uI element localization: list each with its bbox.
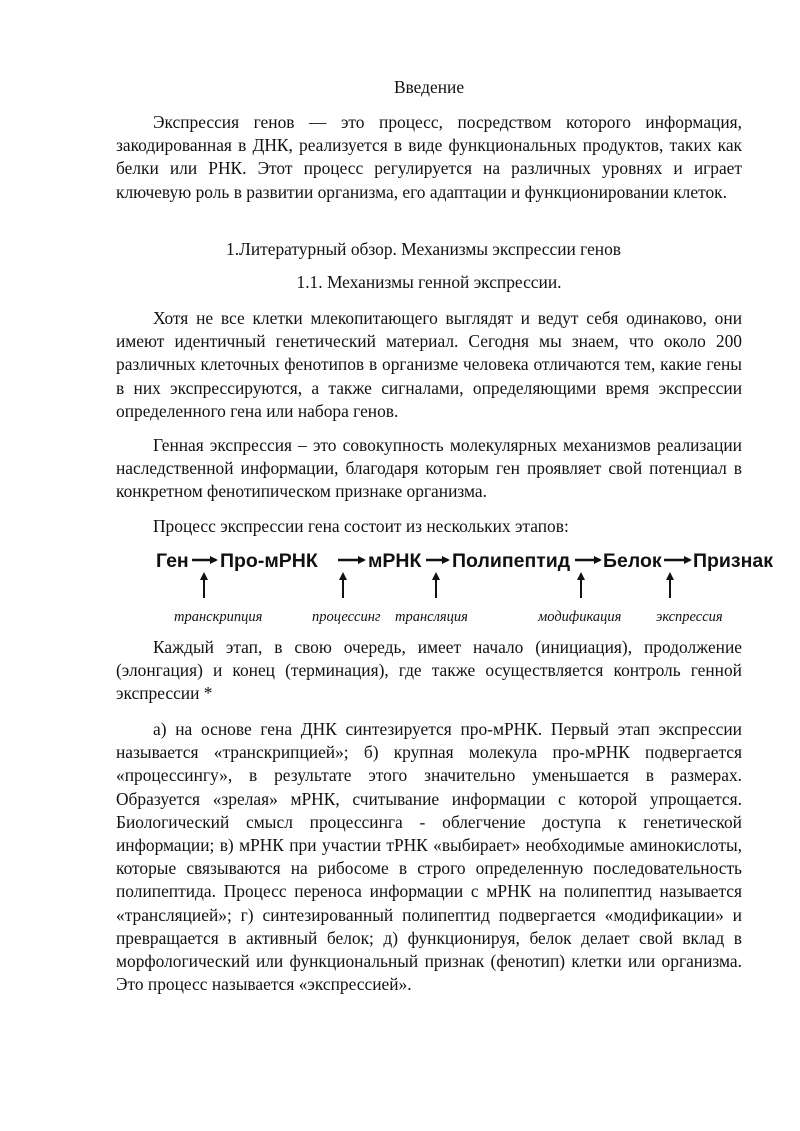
paragraph-stage-details: а) на основе гена ДНК синтезируется про-мРНК. Первый этап экспрессии называется «транскрипцией»; б) крупная молекула про-мРНК подвергается «процессингу», в результате этого значительно уменьшается в размерах. Образуется «зрелая» мРНК, считывание информации с которой упрощается. Биологический смысл процессинга - облегчение доступа к генетической информации; в) мРНК при участии тРНК «выбирает» необходимые аминокислоты, которые связываются на рибосоме в строго определенную последовательность полипептида. Процесс переноса информации с мРНК на полипептид называется «трансляцией»; г) синтезированный полипептид подвергается «модификации» и превращается в активный белок; д) функционируя, белок делает свой вклад в морфологический или функциональный признак (фенотип) клетки или организма. Это процесс называется «экспрессией». (116, 719, 742, 995)
intro-paragraph: Экспрессия генов — это процесс, посредством которого информация, закодированная в ДНК, реализуется в виде функциональных продуктов, таких как белки или РНК. Этот процесс регулируется на различных уровнях и играет ключевую роль в развитии организма, его адаптации и функционировании клеток. (116, 112, 742, 202)
scheme-node-pro-mrna: Про-мРНК (220, 550, 318, 572)
scheme-svg (150, 542, 780, 634)
paragraph-cells: Хотя не все клетки млекопитающего выглядят и ведут себя одинаково, они имеют идентичный генетический материал. Сегодня мы знаем, что около 200 различных клеточных фенотипов в организме человека отличаются тем, какие гены в них экспрессируются, а также сигналами, определяющими время экспрессии определенного гена или набора генов. (116, 308, 742, 421)
scheme-node-trait: Признак (693, 550, 773, 572)
scheme-label-translation: трансляция (395, 609, 468, 625)
scheme-node-gene: Ген (156, 550, 189, 572)
section-heading-1: 1.Литературный обзор. Механизмы экспрессии генов (226, 239, 621, 259)
scheme-node-mrna: мРНК (368, 550, 422, 572)
scheme-label-processing: процессинг (312, 609, 381, 625)
paragraph-stage-phases: Каждый этап, в свою очередь, имеет начало (инициация), продолжение (элонгация) и конец (терминация), где также осуществляется контроль генной экспрессии * (116, 637, 742, 704)
gene-expression-scheme (150, 542, 780, 634)
scheme-node-polypeptide: Полипептид (452, 550, 571, 572)
paragraph-definition: Генная экспрессия – это совокупность молекулярных механизмов реализации наследственной информации, благодаря которым ген проявляет свой потенциал в конкретном фенотипическом признаке организма. (116, 435, 742, 502)
scheme-label-expression: экспрессия (656, 609, 723, 625)
scheme-node-protein: Белок (603, 550, 662, 572)
scheme-label-modification: модификация (538, 609, 622, 625)
scheme-label-transcription: транскрипция (174, 609, 263, 625)
section-heading-1-1: 1.1. Механизмы генной экспрессии. (296, 272, 562, 292)
page-title: Введение (393, 77, 465, 97)
paragraph-stages-intro: Процесс экспрессии гена состоит из нескольких этапов: (153, 516, 569, 536)
